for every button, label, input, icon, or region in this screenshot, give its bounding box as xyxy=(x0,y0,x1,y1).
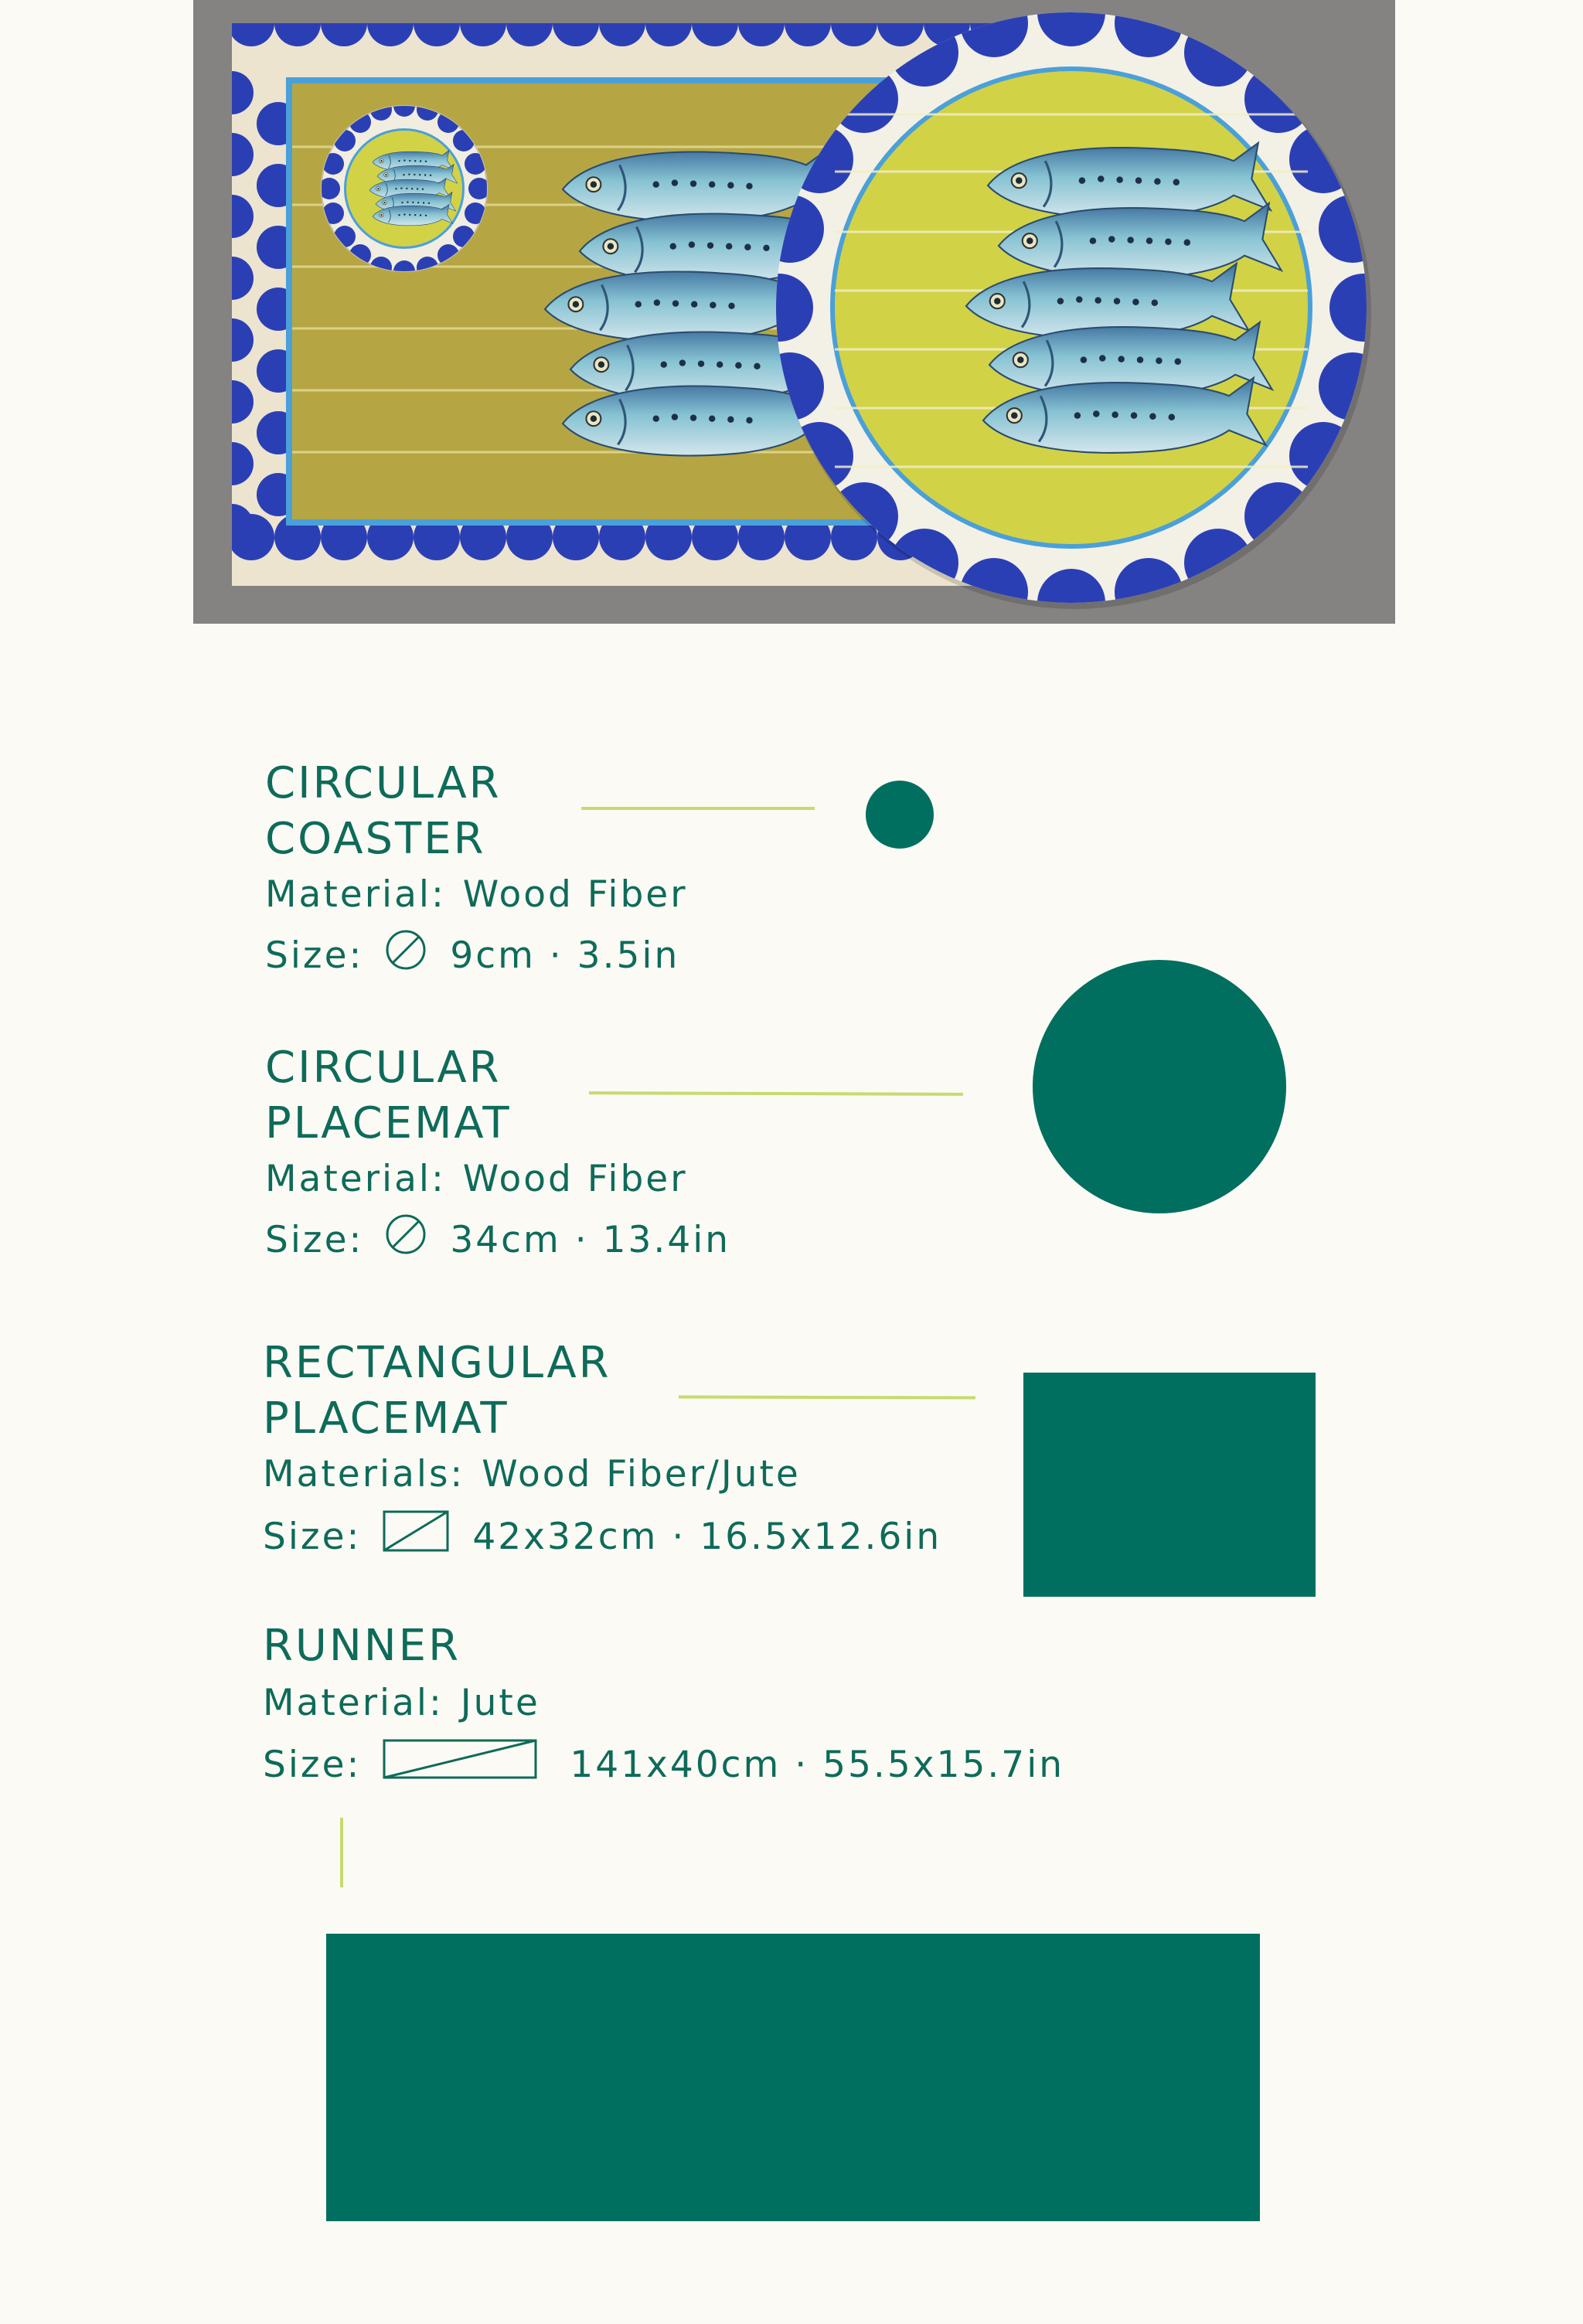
rectangular-placemat-material-label: Materials: xyxy=(263,1453,465,1495)
circular-placemat-shape xyxy=(1033,960,1286,1213)
rectangular-placemat-title xyxy=(263,1336,611,1444)
coaster-connector-line xyxy=(581,807,815,810)
circular-placemat-size xyxy=(265,1213,730,1267)
coaster-shape xyxy=(866,781,934,849)
circular-placemat-title xyxy=(265,1040,512,1148)
circle-diameter-icon xyxy=(385,929,427,982)
rectangular-placemat-size-label: Size: xyxy=(263,1515,362,1558)
runner-material-value: Jute xyxy=(460,1682,540,1724)
circular-placemat-material xyxy=(265,1156,688,1203)
rectangular-placemat-material xyxy=(263,1451,801,1498)
circular-placemat-material-label: Material: xyxy=(265,1158,446,1200)
coaster-title xyxy=(265,756,502,864)
coaster-size-label: Size: xyxy=(265,934,364,977)
rectangular-placemat-connector-line xyxy=(679,1395,975,1399)
runner-title-line1: RUNNER xyxy=(263,1621,461,1671)
circular-placemat-title-line1: CIRCULAR xyxy=(265,1043,502,1093)
rectangular-placemat-title-line1: RECTANGULAR xyxy=(263,1338,611,1388)
circular-placemat-size-label: Size: xyxy=(265,1218,364,1261)
long-rectangle-diagonal-icon xyxy=(383,1739,537,1791)
coaster-material-value: Wood Fiber xyxy=(462,873,688,916)
circular-placemat-material-value: Wood Fiber xyxy=(462,1158,688,1200)
runner-size xyxy=(263,1739,1064,1791)
runner-title xyxy=(263,1618,461,1674)
coaster-material-label: Material: xyxy=(265,873,446,916)
runner-connector-line xyxy=(340,1818,343,1887)
rectangular-placemat-title-line2: PLACEMAT xyxy=(263,1393,509,1444)
circular-placemat-title-line2: PLACEMAT xyxy=(265,1098,512,1148)
circular-placemat-size-value: 34cm · 13.4in xyxy=(450,1218,731,1261)
coaster-size xyxy=(265,929,679,982)
rectangular-placemat-shape xyxy=(1023,1373,1316,1597)
rectangle-diagonal-icon xyxy=(383,1510,449,1564)
product-photo xyxy=(193,0,1395,624)
placemat-set-photo xyxy=(193,0,1395,624)
rectangular-placemat-size xyxy=(263,1510,941,1564)
circular-placemat-connector-line xyxy=(589,1091,963,1096)
coaster-title-line2: COASTER xyxy=(265,814,486,864)
runner-shape xyxy=(326,1934,1260,2221)
rectangular-placemat-material-value: Wood Fiber/Jute xyxy=(482,1453,801,1495)
runner-size-value: 141x40cm · 55.5x15.7in xyxy=(570,1743,1065,1786)
rectangular-placemat-size-value: 42x32cm · 16.5x12.6in xyxy=(472,1515,942,1558)
runner-material xyxy=(263,1680,540,1727)
coaster-title-line1: CIRCULAR xyxy=(265,758,502,808)
runner-size-label: Size: xyxy=(263,1743,362,1786)
runner-material-label: Material: xyxy=(263,1682,444,1724)
coaster-size-value: 9cm · 3.5in xyxy=(450,934,680,977)
coaster-material xyxy=(265,872,688,918)
circle-diameter-icon xyxy=(385,1213,427,1267)
